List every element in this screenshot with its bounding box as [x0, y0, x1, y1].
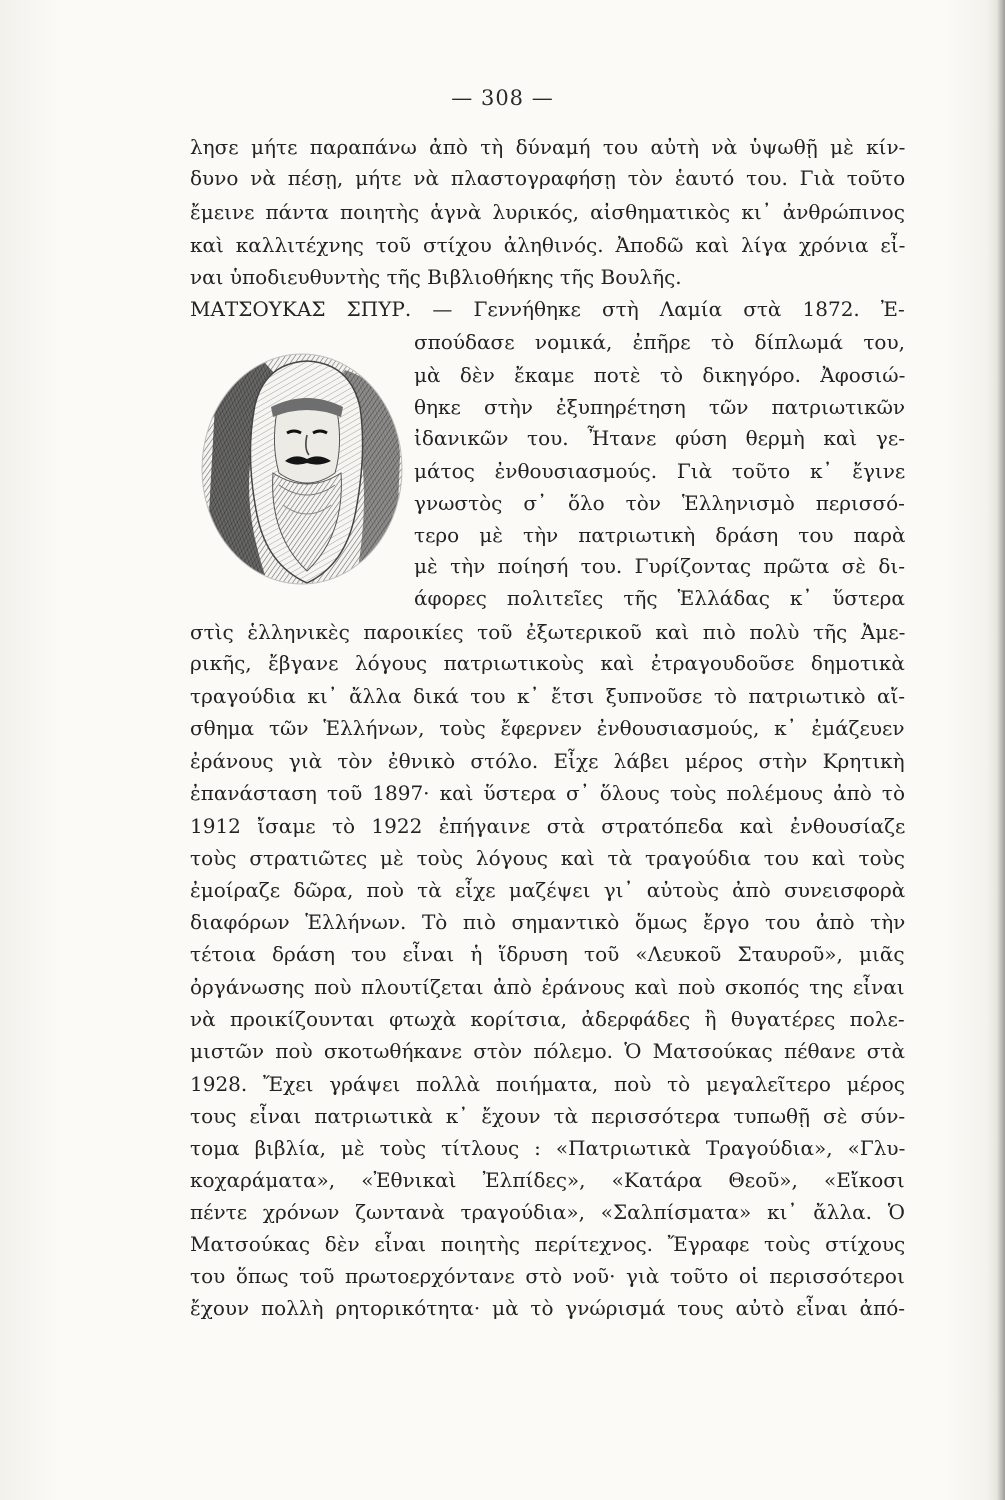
text-line: δυνο νὰ πέσῃ, μήτε νὰ πλαστογραφήσῃ τὸν ἑαυτό του. Γιὰ τοῦτο [190, 166, 906, 190]
text-line: ἔχουν πολλὴ ρητορικότητα· μὰ τὸ γνώρισμά τους αὐτὸ εἶναι ἀπό- [190, 1296, 906, 1320]
text-line: γνωστὸς σ᾽ ὅλο τὸν Ἑλληνισμὸ περισσό- [414, 491, 905, 515]
portrait-engraving [195, 345, 410, 590]
entry-heading-line: ΜΑΤΣΟΥΚΑΣ ΣΠΥΡ. — Γεννήθηκε στὴ Λαμία στὰ 1872. Ἐ- [190, 297, 905, 321]
text-line: τραγούδια κι᾽ ἄλλα δικά του κ᾽ ἔτσι ξυπνοῦσε τὸ πατριωτικὸ αἴ- [190, 684, 906, 708]
text-line: μάτος ἐνθουσιασμούς. Γιὰ τοῦτο κ᾽ ἔγινε [414, 459, 906, 483]
text-line: μιστῶν ποὺ σκοτωθήκανε στὸν πόλεμο. Ὁ Ματσούκας πέθανε στὰ [190, 1039, 906, 1063]
text-line: ναι ὑποδιευθυντὴς τῆς Βιβλιοθήκης τῆς Βουλῆς. [190, 265, 682, 289]
text-line: 1928. Ἔχει γράψει πολλὰ ποιήματα, ποὺ τὸ μεγαλεῖτερο μέρος [190, 1072, 905, 1096]
text-line: ὀργάνωσης ποὺ πλουτίζεται ἀπὸ ἐράνους καὶ ποὺ σκοπός της εἶναι [190, 975, 905, 999]
text-line: ἐράνους γιὰ τὸν ἐθνικὸ στόλο. Εἶχε λάβει μέρος στὴν Κρητικὴ [190, 749, 905, 773]
text-line: τερο μὲ τὴν πατριωτικὴ δράση του παρὰ [414, 523, 906, 547]
text-line: σθημα τῶν Ἑλλήνων, τοὺς ἔφερνεν ἐνθουσιασμούς, κ᾽ ἐμάζευεν [190, 716, 905, 740]
text-line: τομα βιβλία, μὲ τοὺς τίτλους : «Πατριωτικὰ Τραγούδια», «Γλυ- [190, 1136, 906, 1160]
text-line: κοχαράματα», «Ἐθνικαὶ Ἐλπίδες», «Κατάρα Θεοῦ», «Εἴκοσι [190, 1168, 905, 1192]
text-line: νὰ προικίζουνται φτωχὰ κορίτσια, ἀδερφάδες ἢ θυγατέρες πολε- [190, 1007, 905, 1031]
text-line: σπούδασε νομικά, ἐπῆρε τὸ δίπλωμά του, [414, 330, 905, 354]
text-line: τοὺς στρατιῶτες μὲ τοὺς λόγους καὶ τὰ τραγούδια του καὶ τοὺς [190, 846, 905, 870]
text-line: λησε μήτε παραπάνω ἀπὸ τὴ δύναμή του αὐτὴ νὰ ὑψωθῇ μὲ κίν- [190, 135, 906, 159]
text-line: Ματσούκας δὲν εἶναι ποιητὴς περίτεχνος. Ἔγραφε τοὺς στίχους [190, 1232, 906, 1256]
text-line: διαφόρων Ἑλλήνων. Τὸ πιὸ σημαντικὸ ὅμως ἔργο του ἀπὸ τὴν [190, 910, 906, 934]
text-line: στὶς ἑλληνικὲς παροικίες τοῦ ἐξωτερικοῦ καὶ πιὸ πολὺ τῆς Ἀμε- [190, 620, 906, 644]
text-line: του ὅπως τοῦ πρωτοερχόντανε στὸ νοῦ· γιὰ τοῦτο οἱ περισσότεροι [190, 1264, 905, 1288]
author-portrait [195, 345, 410, 590]
text-line: τους εἶναι πατριωτικὰ κ᾽ ἔχουν τὰ περισσότερα τυπωθῇ σὲ σύν- [190, 1104, 906, 1128]
text-line: μὲ τὴν ποίησή του. Γυρίζοντας πρῶτα σὲ δι- [414, 554, 905, 578]
text-line: θηκε στὴν ἐξυπηρέτηση τῶν πατριωτικῶν [414, 395, 906, 419]
text-line: ἰδανικῶν του. Ἦτανε φύση θερμὴ καὶ γε- [414, 426, 906, 450]
text-line: ἔμεινε πάντα ποιητὴς ἁγνὰ λυρικός, αἰσθηματικὸς κι᾽ ἀνθρώπινος [190, 200, 905, 224]
text-line: 1912 ἴσαμε τὸ 1922 ἐπήγαινε στὰ στρατόπεδα καὶ ἐνθουσίαζε [190, 814, 906, 838]
text-line: πέντε χρόνων ζωντανὰ τραγούδια», «Σαλπίσματα» κι᾽ ἄλλα. Ὁ [190, 1200, 905, 1224]
page-number: — 308 — [451, 86, 554, 110]
text-line: ἐμοίραζε δῶρα, ποὺ τὰ εἶχε μαζέψει γι᾽ αὐτοὺς ἀπὸ συνεισφορὰ [190, 878, 906, 902]
text-line: μὰ δὲν ἔκαμε ποτὲ τὸ δικηγόρο. Ἀφοσιώ- [414, 363, 906, 387]
text-line: ρικῆς, ἔβγανε λόγους πατριωτικοὺς καὶ ἐτραγουδοῦσε δημοτικὰ [190, 651, 905, 675]
binding-shadow [987, 0, 1005, 1500]
text-line: άφορες πολιτεῖες τῆς Ἑλλάδας κ᾽ ὕστερα [414, 586, 905, 610]
text-line: καὶ καλλιτέχνης τοῦ στίχου ἀληθινός. Ἀποδῶ καὶ λίγα χρόνια εἶ- [190, 233, 906, 257]
text-line: τέτοια δράση του εἶναι ἡ ἵδρυση τοῦ «Λευκοῦ Σταυροῦ», μιᾶς [190, 942, 905, 966]
text-line: ἐπανάσταση τοῦ 1897· καὶ ὕστερα σ᾽ ὅλους τοὺς πολέμους ἀπὸ τὸ [190, 781, 905, 805]
